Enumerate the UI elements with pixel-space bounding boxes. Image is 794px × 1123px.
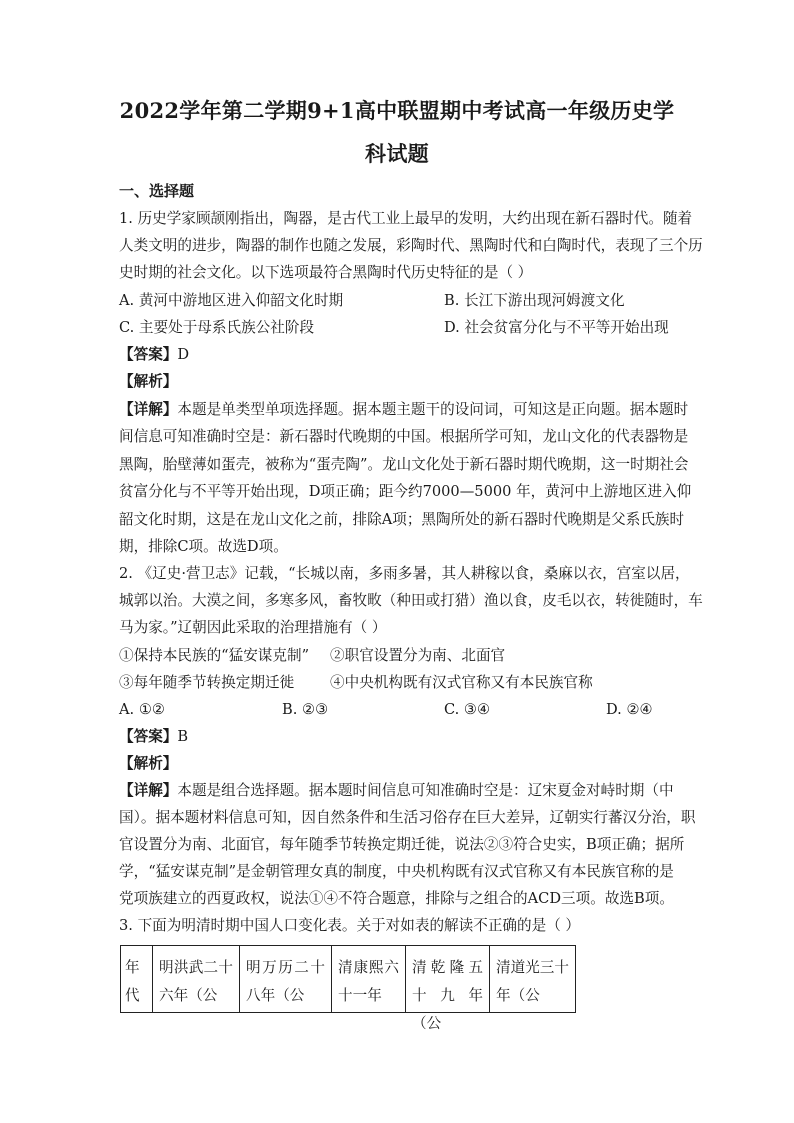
- q2-detail-line-2: 国）。据本题材料信息可知，因自然条件和生活习俗存在巨大差异，辽朝实行蕃汉分治，职: [119, 809, 696, 826]
- detail-label: 【详解】: [119, 782, 178, 799]
- q1-option-b: B. 长江下游出现河姆渡文化: [444, 292, 625, 309]
- q1-detail-line-6: 期，排除C项。故选D项。: [119, 538, 288, 555]
- q1-detail-line-2: 间信息可知准确时空是：新石器时代晚期的中国。根据所学可知，龙山文化的代表器物是: [119, 428, 689, 445]
- table-row: [121, 946, 576, 1013]
- q1-option-c: C. 主要处于母系氏族公社阶段: [119, 319, 315, 336]
- q1-stem-line-3: 史时期的社会文化。以下选项最符合黑陶时代历史特征的是（ ）: [119, 264, 533, 281]
- table-cell: 清道光三十年（公: [490, 946, 576, 1013]
- q1-detail-line-1: [119, 401, 689, 419]
- answer-value: B: [177, 728, 189, 745]
- table-cell: 明万历二十八年（公: [240, 946, 332, 1013]
- q1-detail-line-4: 贫富分化与不平等开始出现，D项正确；距今约7000—5000 年，黄河中上游地区进入仰: [119, 483, 692, 500]
- detail-text: 本题是单类型单项选择题。据本题主题干的设问词，可知这是正向题。据本题时: [177, 401, 689, 418]
- q2-analysis-label: 【解析】: [119, 755, 178, 772]
- answer-label: 【答案】: [119, 346, 178, 363]
- page-title-continued: 科试题: [365, 141, 429, 166]
- table-cell: 清乾隆五十九年（公: [406, 946, 490, 1013]
- q1-detail-line-3: 黑陶，胎壁薄如蛋壳，被称为“蛋壳陶”。龙山文化处于新石器时期代晚期，这一时期社会: [119, 456, 689, 473]
- table-cell: 清康熙六十一年: [332, 946, 406, 1013]
- page-title: 2022学年第二学期9+1高中联盟期中考试高一年级历史学: [119, 98, 675, 123]
- q2-option-a: A. ①②: [119, 701, 165, 718]
- q1-option-a: A. 黄河中游地区进入仰韶文化时期: [119, 292, 344, 309]
- q1-detail-line-5: 韶文化时期，这是在龙山文化之前，排除A项；黑陶所处的新石器时代晚期是父系氏族时: [119, 511, 685, 528]
- table-cell: 明洪武二十六年（公: [153, 946, 240, 1013]
- q3-stem: 3. 下面为明清时期中国人口变化表。关于对如表的解读不正确的是（ ）: [119, 917, 581, 934]
- section-heading: 一、选择题: [119, 182, 195, 200]
- table-cell: 年代: [121, 946, 153, 1013]
- q1-analysis-label: 【解析】: [119, 373, 178, 390]
- detail-text: 本题是组合选择题。据本题时间信息可知准确时空是：辽宋夏金对峙时期（中: [177, 782, 674, 799]
- q2-item-2: ②职官设置分为南、北面官: [330, 647, 506, 664]
- q2-answer: [119, 728, 684, 746]
- q2-option-b: B. ②③: [282, 701, 329, 718]
- q2-detail-line-3: 官设置分为南、北面官，每年随季节转换定期迁徙，说法②③符合史实，B项正确；据所: [119, 836, 685, 853]
- q2-detail-line-1: [119, 782, 684, 800]
- q2-option-c: C. ③④: [444, 701, 491, 718]
- q2-stem-line-1: 2. 《辽史·营卫志》记载，“长城以南，多雨多暑，其人耕稼以食，桑麻以衣，宫室以居，: [119, 565, 690, 582]
- answer-value: D: [177, 346, 190, 363]
- q2-item-4: ④中央机构既有汉式官称又有本民族官称: [330, 674, 593, 691]
- q2-stem-line-3: 马为家。”辽朝因此采取的治理措施有（ ）: [119, 619, 387, 636]
- q2-item-1: ①保持本民族的“猛安谋克制”: [119, 647, 310, 664]
- q2-detail-line-5: 党项族建立的西夏政权，说法①④不符合题意，排除与之组合的ACD三项。故选B项。: [119, 890, 674, 907]
- population-table: [120, 945, 576, 1032]
- q1-stem-line-1: 1. 历史学家顾颉刚指出，陶器，是古代工业上最早的发明，大约出现在新石器时代。随着: [119, 210, 693, 227]
- answer-label: 【答案】: [119, 728, 178, 745]
- q2-stem-line-2: 城郭以治。大漠之间，多寒多风，畜牧畋（种田或打猎）渔以食，皮毛以衣，转徙随时，车: [119, 592, 703, 609]
- q1-answer: [119, 346, 684, 364]
- q2-option-d: D. ②④: [606, 701, 653, 718]
- q1-stem-line-2: 人类文明的进步，陶器的制作也随之发展，彩陶时代、黑陶时代和白陶时代，表现了三个历: [119, 237, 703, 254]
- q2-detail-line-4: 学，“猛安谋克制”是金朝管理女真的制度，中央机构既有汉式官称又有本民族官称的是: [119, 863, 674, 880]
- q1-option-d: D. 社会贫富分化与不平等开始出现: [444, 319, 669, 336]
- detail-label: 【详解】: [119, 401, 178, 418]
- q2-item-3: ③每年随季节转换定期迁徙: [119, 674, 295, 691]
